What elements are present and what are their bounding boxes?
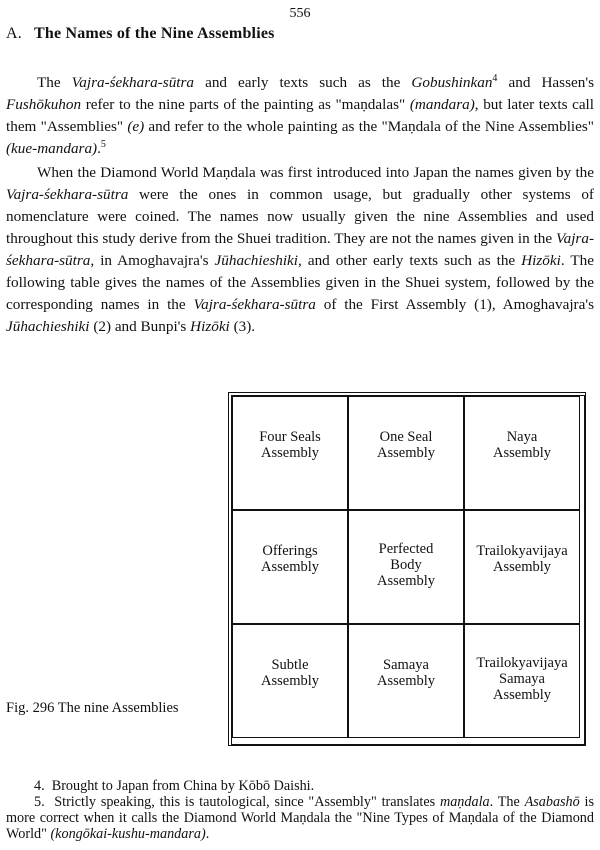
page-number: 556 [289,6,311,21]
grid-cell-subtle: Subtle Assembly [232,624,348,738]
text-run: refer to the nine parts of the painting as "maṇdalas" [81,96,410,113]
footnotes [6,778,594,842]
text-run: When the Diamond World Maṇdala was first introduced into Japan the names given by the [37,164,594,181]
text-run: . The following table gives the names of the Assemblies given in the Shuei system, followed by the corresponding names in the [6,252,595,313]
footnote-number: 4. [34,778,45,794]
italic-term: (mandara) [409,96,475,113]
grid-cell-offerings: Offerings Assembly [232,510,348,624]
text-run: , and other early texts such as the [298,252,522,269]
paragraph-2 [6,162,594,338]
italic-title: Vajra-śekhara-sūtra [6,230,594,269]
footnote-5 [6,794,594,842]
italic-term: (e) [127,118,145,135]
text-run: were the ones in common usage, but gradually other systems of nomenclature were coined. The names now usually given the nine Assemblies and used throughout this study derive from the Shuei tradition. They are not the names given in the [6,186,594,247]
grid-cell-trailokyavijaya-samaya: Trailokyavijaya Samaya Assembly [464,624,580,738]
italic-term: (kue-mandara) [6,140,98,157]
footnote-ref-4[interactable]: 4 [492,72,498,84]
text-run: and refer to the whole painting as the "Maṇdala of the Nine Assemblies" [144,118,594,135]
grid-cell-four-seals: Four Seals Assembly [232,396,348,510]
footnote-ref-5[interactable]: 5 [100,138,106,150]
nine-assemblies-grid [231,395,585,745]
footnote-text: . [205,826,210,842]
paragraph-1 [6,72,594,160]
body-text [6,72,594,340]
text-run: of the First Assembly (1), Amoghavajra's [315,296,594,313]
footnote-text: is more correct when it calls the Diamond World Maṇdala the "Nine Types of Maṇdala of the Diamond World" [6,794,595,842]
italic-title: Jūhachieshiki [6,318,90,335]
grid-cell-trailokyavijaya: Trailokyavijaya Assembly [464,510,580,624]
text-run: and early texts such as the [194,74,412,91]
italic-term: maṇdala [439,794,490,810]
text-run: and Hassen's [497,74,594,91]
text-run: , but later texts call them "Assemblies" [6,96,595,135]
italic-title: Hizōki [190,318,230,335]
footnote-4 [6,778,594,794]
italic-title: Asabashō [524,794,580,810]
italic-title: Vajra-śekhara-sūtra [193,296,316,313]
italic-title: Vajra-śekhara-sūtra [6,186,129,203]
grid-cell-samaya: Samaya Assembly [348,624,464,738]
grid-cell-naya: Naya Assembly [464,396,580,510]
footnote-number: 5. [34,794,45,810]
footnote-text: . The [489,794,525,810]
italic-term: (kongōkai-kushu-mandara) [50,826,206,842]
text-run: . [97,140,101,157]
text-run: The [37,74,72,91]
text-run: , in Amoghavajra's [90,252,215,269]
italic-title: Jūhachieshiki [214,252,299,269]
italic-title: Hizōki [521,252,561,269]
section-letter: A. [6,25,22,42]
footnote-text: Strictly speaking, this is tautological, since "Assembly" translates [54,794,440,810]
grid-cell-perfected-body: Perfected Body Assembly [348,510,464,624]
text-run: (2) and Bunpi's [89,318,191,335]
italic-title: Gobushinkan [411,74,493,91]
section-title: The Names of the Nine Assemblies [33,25,275,42]
section-heading [6,25,275,43]
text-run: (3). [229,318,256,335]
footnote-text: Brought to Japan from China by Kōbō Daishi. [51,778,315,794]
italic-title: Vajra-śekhara-sūtra [71,74,195,91]
italic-title: Fushōkuhon [6,96,82,113]
figure-caption: Fig. 296 The nine Assemblies [6,700,179,716]
grid-cell-one-seal: One Seal Assembly [348,396,464,510]
